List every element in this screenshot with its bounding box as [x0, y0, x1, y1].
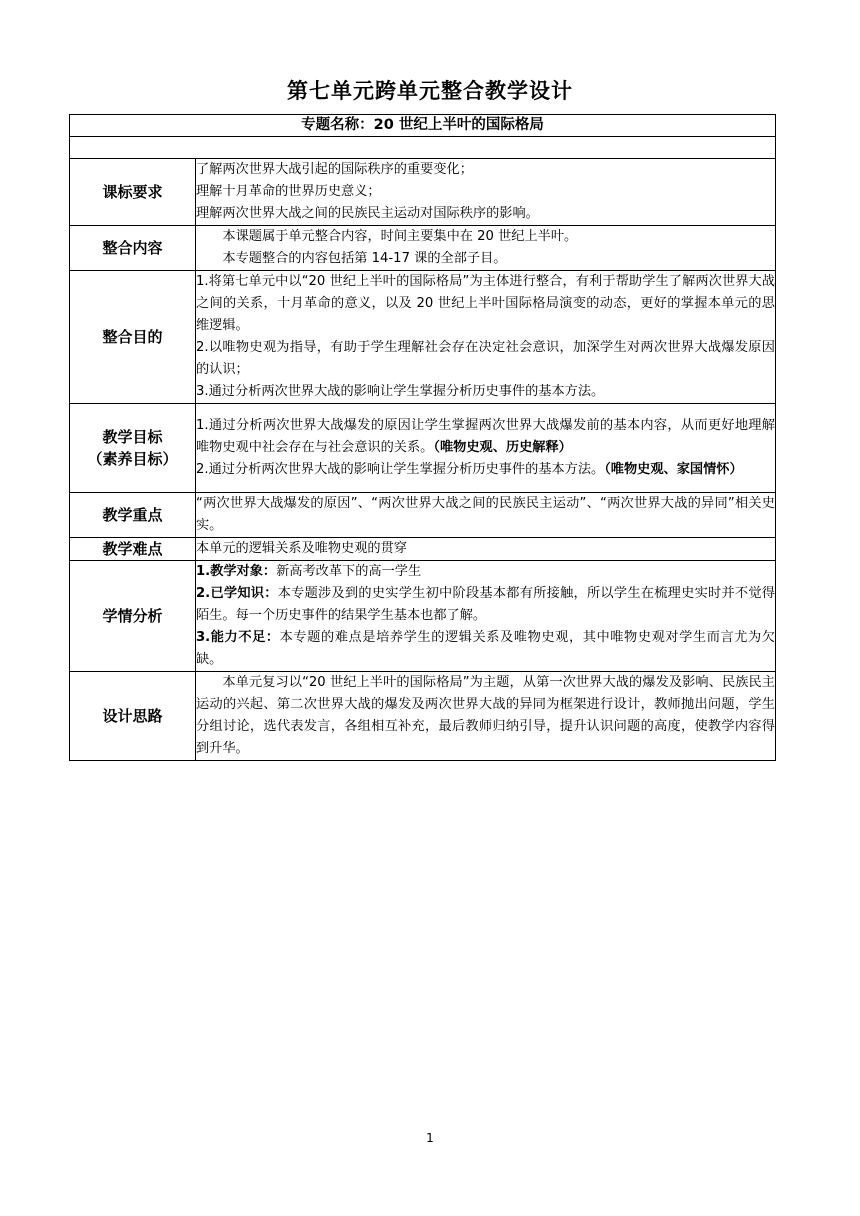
- subject-label: 专题名称：: [301, 117, 374, 133]
- analysis-item-3-text: 本专题的难点是培养学生的逻辑关系及唯物史观，其中唯物史观对学生而言尤为欠缺。: [196, 630, 775, 667]
- content-content: [196, 226, 776, 271]
- analysis-item-3-heading: 3.能力不足：: [196, 630, 280, 645]
- subject-row: [70, 115, 776, 137]
- analysis-item-1-heading: 1.教学对象：: [196, 564, 277, 579]
- difficulties-label: 教学难点: [70, 538, 196, 561]
- design-content: [196, 672, 776, 761]
- subject-value: 20 世纪上半叶的国际格局: [373, 117, 544, 133]
- purpose-label: 整合目的: [70, 271, 196, 404]
- curriculum-label: 课标要求: [70, 159, 196, 226]
- design-row: [70, 672, 776, 761]
- analysis-item-2-heading: 2.已学知识：: [196, 586, 278, 601]
- goals-item-1-text: 1.通过分析两次世界大战爆发的原因让学生掌握两次世界大战爆发前的基本内容，从而更好地理解唯物史观中社会存在与社会意识的关系。: [196, 418, 775, 455]
- design-text: 本单元复习以“20 世纪上半叶的国际格局”为主题，从第一次世界大战的爆发及影响、民族民主运动的兴起、第二次世界大战的爆发及两次世界大战的异同为框架进行设计，教师抛出问题，学生分组讨论，选代表发言，各组相互补充，最后教师归纳引导，提升认识问题的高度，使教学内容得到升华。: [196, 675, 775, 756]
- analysis-row: [70, 561, 776, 672]
- analysis-item-2: [196, 583, 775, 627]
- content-label: 整合内容: [70, 226, 196, 271]
- analysis-content: [196, 561, 776, 672]
- key-points-label: 教学重点: [70, 493, 196, 538]
- purpose-item-3: 3.通过分析两次世界大战的影响让学生掌握分析历史事件的基本方法。: [196, 384, 605, 399]
- key-points-content: “两次世界大战爆发的原因”、“两次世界大战之间的民族民主运动”、“两次世界大战的异同”相关史实。: [196, 493, 776, 538]
- analysis-item-1: [196, 561, 775, 583]
- content-line-2: 本专题整合的内容包括第 14-17 课的全部子目。: [222, 251, 507, 266]
- goals-item-1-tag: （唯物史观、历史解释）: [433, 440, 572, 455]
- goals-label: [70, 404, 196, 493]
- analysis-item-3: [196, 627, 775, 671]
- purpose-row: [70, 271, 776, 404]
- content-row: [70, 226, 776, 271]
- difficulties-row: [70, 538, 776, 561]
- goals-item-1: [196, 415, 775, 459]
- curriculum-content: [196, 159, 776, 226]
- purpose-content: [196, 271, 776, 404]
- subject-cell: [70, 115, 776, 137]
- key-points-row: [70, 493, 776, 538]
- lesson-plan-table: [69, 114, 776, 761]
- design-label: 设计思路: [70, 672, 196, 761]
- content-line-1: 本课题属于单元整合内容，时间主要集中在 20 世纪上半叶。: [222, 229, 578, 244]
- curriculum-line-3: 理解两次世界大战之间的民族民主运动对国际秩序的影响。: [196, 206, 539, 221]
- blank-cell: [70, 137, 776, 159]
- purpose-item-2: 2.以唯物史观为指导，有助于学生理解社会存在决定社会意识，加深学生对两次世界大战爆发原因的认识；: [196, 340, 775, 377]
- goals-content: [196, 404, 776, 493]
- curriculum-line-2: 理解十月革命的世界历史意义；: [196, 184, 381, 199]
- blank-row: [70, 137, 776, 159]
- goals-label-line-1: 教学目标: [102, 428, 163, 446]
- goals-item-2: [196, 459, 775, 481]
- goals-item-2-tag: （唯物史观、家国情怀）: [604, 462, 743, 477]
- purpose-item-1: 1.将第七单元中以“20 世纪上半叶的国际格局”为主体进行整合，有利于帮助学生了解两次世界大战之间的关系，十月革命的意义，以及 20 世纪上半叶国际格局演变的动态，更好的掌握本单元的思维逻辑。: [196, 274, 775, 333]
- analysis-item-1-text: 新高考改革下的高一学生: [276, 564, 422, 579]
- curriculum-line-1: 了解两次世界大战引起的国际秩序的重要变化；: [196, 162, 473, 177]
- analysis-item-2-text: 本专题涉及到的史实学生初中阶段基本都有所接触，所以学生在梳理史实时并不觉得陌生。每一个历史事件的结果学生基本也都了解。: [196, 586, 775, 623]
- goals-label-line-2: （素养目标）: [87, 450, 178, 468]
- difficulties-content: 本单元的逻辑关系及唯物史观的贯穿: [196, 538, 776, 561]
- page-title: 第七单元跨单元整合教学设计: [287, 79, 573, 103]
- goals-row: [70, 404, 776, 493]
- page-number: 1: [426, 1131, 434, 1145]
- analysis-label: 学情分析: [70, 561, 196, 672]
- curriculum-row: [70, 159, 776, 226]
- goals-item-2-text: 2.通过分析两次世界大战的影响让学生掌握分析历史事件的基本方法。: [196, 462, 605, 477]
